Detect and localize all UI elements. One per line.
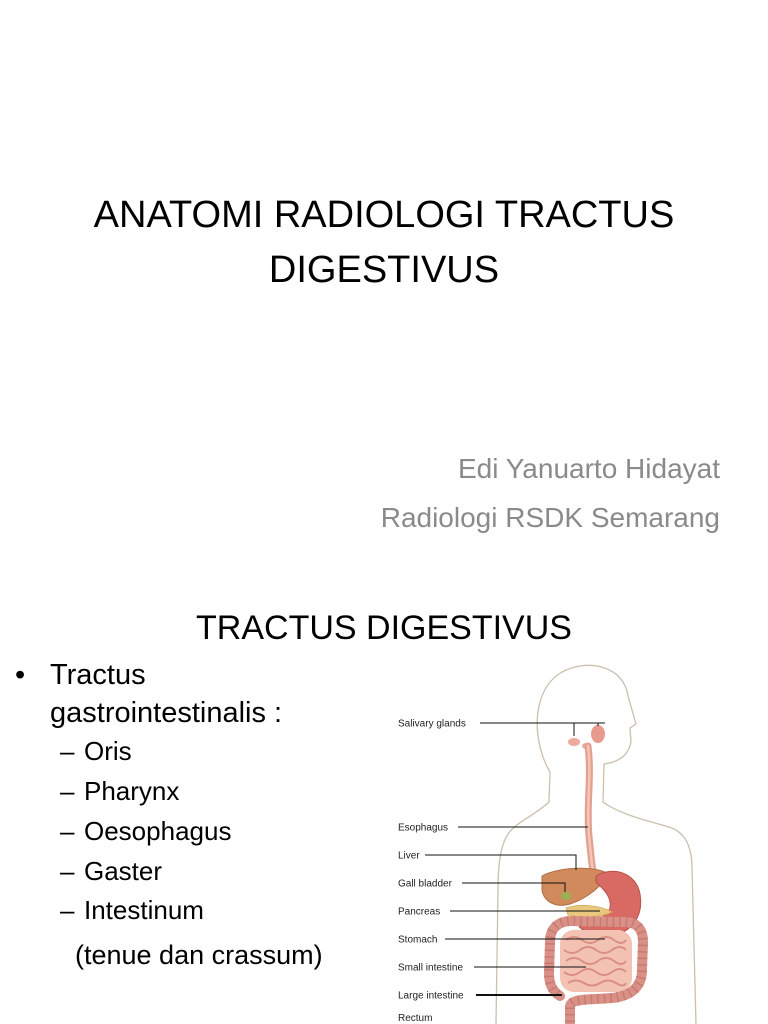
presentation-title-line-2: DIGESTIVUS <box>268 249 500 291</box>
intestinum-note: (tenue dan crassum) <box>75 940 323 970</box>
label-small-intestine: Small intestine <box>398 962 464 974</box>
label-rectum: Rectum <box>398 1013 433 1024</box>
salivary-gland-parotid <box>591 725 605 743</box>
sub-bullet-marker: – <box>60 776 75 806</box>
sub-bullet-marker: – <box>60 816 75 846</box>
slide-title: TRACTUS DIGESTIVUS <box>196 609 572 647</box>
sub-bullet-item <box>60 771 360 811</box>
sub-bullet-item <box>60 811 360 851</box>
label-gall-bladder: Gall bladder <box>398 878 452 890</box>
sub-bullet-item <box>60 731 360 771</box>
sub-bullet-text: Gaster <box>84 856 163 886</box>
sub-bullet-marker: – <box>60 856 75 886</box>
slide-2-content-slide <box>0 576 768 1024</box>
presentation-subtitle <box>220 444 720 542</box>
sub-bullet-item <box>60 851 360 890</box>
bullet-text-line-2: gastrointestinalis : <box>50 697 283 729</box>
liver-shape <box>542 868 608 905</box>
author-name: Edi Yanuarto Hidayat <box>457 453 720 484</box>
label-liver: Liver <box>398 850 420 862</box>
diagram-labels <box>398 719 466 1024</box>
gall-bladder-shape <box>561 892 571 900</box>
label-salivary-glands: Salivary glands <box>398 718 466 730</box>
sub-bullet-text: Oesophagus <box>84 816 232 846</box>
author-affiliation: Radiologi RSDK Semarang <box>380 502 720 533</box>
sub-bullet-text: Pharynx <box>84 776 180 806</box>
left-body-outline <box>496 772 550 1024</box>
organs <box>542 725 643 1022</box>
sub-bullet-item <box>60 890 360 930</box>
label-stomach: Stomach <box>398 934 438 946</box>
sub-bullet-marker: – <box>60 895 75 925</box>
label-large-intestine: Large intestine <box>398 990 464 1002</box>
label-pancreas: Pancreas <box>398 906 441 918</box>
sub-bullet-marker: – <box>60 736 75 766</box>
salivary-gland-submandibular <box>568 738 580 746</box>
presentation-title <box>0 188 768 298</box>
presentation-title-line-1: ANATOMI RADIOLOGI TRACTUS <box>93 194 675 236</box>
bullet-text-line-1: Tractus <box>50 659 146 691</box>
bullet-marker: • <box>15 659 26 691</box>
label-esophagus: Esophagus <box>398 822 449 834</box>
sub-bullet-list <box>60 731 360 930</box>
sub-bullet-text: Oris <box>84 736 132 766</box>
bullet-text <box>50 656 350 732</box>
salivary-glands-leader <box>480 723 605 736</box>
sub-bullet-text: Intestinum <box>84 895 204 925</box>
